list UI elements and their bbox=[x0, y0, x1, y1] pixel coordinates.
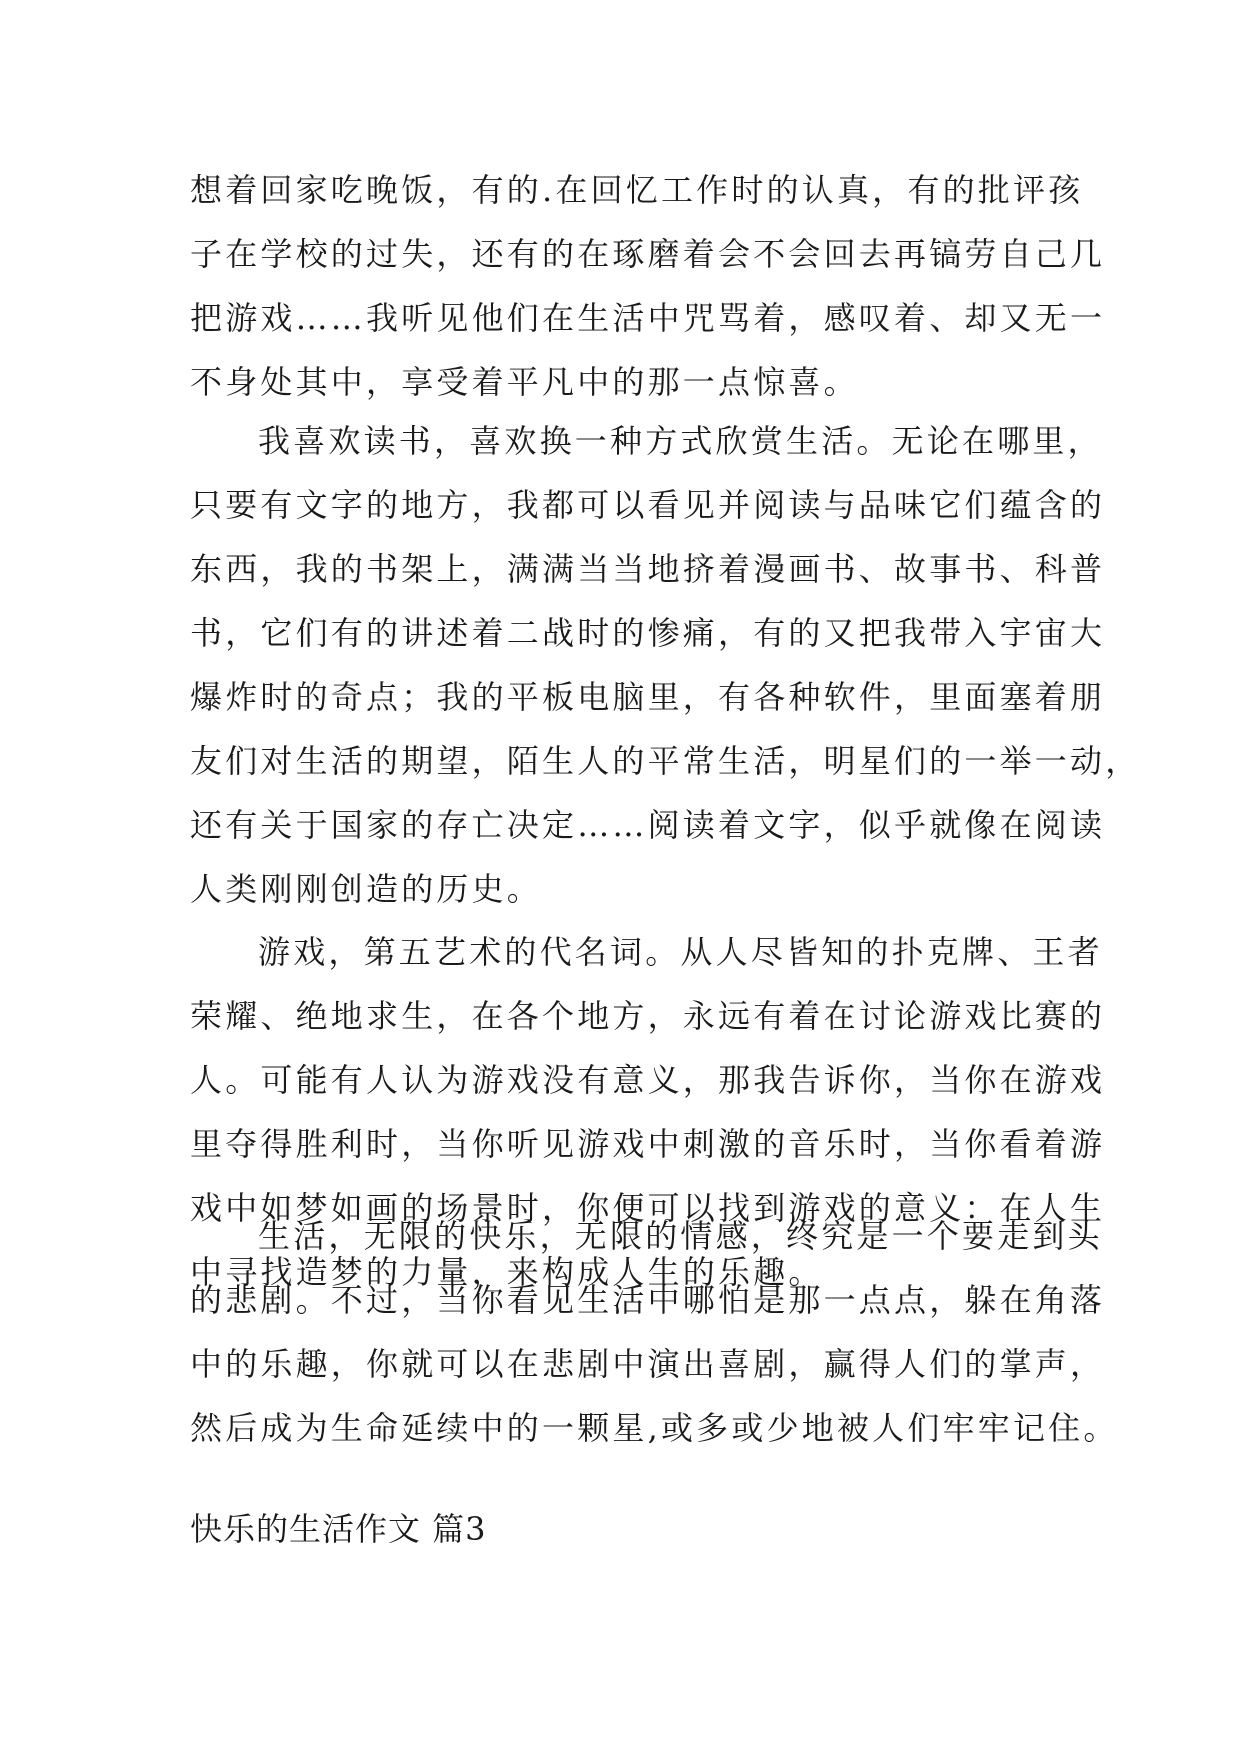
paragraph-line: 书，它们有的讲述着二战时的惨痛，有的又把我带入宇宙大 bbox=[190, 614, 1106, 652]
paragraph-line: 东西，我的书架上，满满当当地挤着漫画书、故事书、科普 bbox=[190, 550, 1106, 588]
paragraph-2 bbox=[190, 409, 1141, 921]
paragraph-line: 只要有文字的地方，我都可以看见并阅读与品味它们蕴含的 bbox=[190, 486, 1106, 524]
paragraph-line: 把游戏……我听见他们在生活中咒骂着，感叹着、却又无一 bbox=[190, 299, 1106, 337]
paragraph-line: 中的乐趣，你就可以在悲剧中演出喜剧，赢得人们的掌声， bbox=[190, 1345, 1106, 1383]
paragraph-line: 爆炸时的奇点；我的平板电脑里，有各种软件，里面塞着朋 bbox=[190, 678, 1106, 716]
paragraph-line: 友们对生活的期望，陌生人的平常生活，明星们的一举一动， bbox=[190, 742, 1141, 780]
paragraph-line: 荣耀、绝地求生，在各个地方，永远有着在讨论游戏比赛的 bbox=[190, 997, 1106, 1035]
paragraph-line: 子在学校的过失，还有的在琢磨着会不会回去再镐劳自己几 bbox=[190, 235, 1106, 273]
paragraph-line: 戏中如梦如画的场景时，你便可以找到游戏的意义：在人生 bbox=[190, 1189, 1106, 1227]
section-heading: 快乐的生活作文 篇3 bbox=[190, 1510, 487, 1548]
paragraph-line: 游戏，第五艺术的代名词。从人尽皆知的扑克牌、王者 bbox=[258, 933, 1103, 971]
paragraph-line: 我喜欢读书，喜欢换一种方式欣赏生活。无论在哪里， bbox=[258, 422, 1103, 460]
paragraph-line: 然后成为生命延续中的一颗星,或多或少地被人们牢牢记住。 bbox=[190, 1409, 1119, 1447]
paragraph-line: 人。可能有人认为游戏没有意义，那我告诉你，当你在游戏 bbox=[190, 1061, 1106, 1099]
paragraph-line: 不身处其中，享受着平凡中的那一点惊喜。 bbox=[190, 363, 859, 401]
paragraph-line: 中寻找造梦的力量，来构成人生的乐趣。 bbox=[190, 1253, 824, 1291]
paragraph-line: 生活，无限的快乐，无限的情感，终究是一个要走到头 bbox=[258, 1217, 1103, 1255]
paragraph-line: 还有关于国家的存亡决定……阅读着文字，似乎就像在阅读 bbox=[190, 806, 1106, 844]
paragraph-line: 里夺得胜利时，当你听见游戏中刺激的音乐时，当你看着游 bbox=[190, 1125, 1106, 1163]
paragraph-line: 人类刚刚创造的历史。 bbox=[190, 870, 543, 908]
paragraph-line: 想着回家吃晚饭，有的.在回忆工作时的认真，有的批评孩 bbox=[190, 171, 1084, 209]
paragraph-line: 的悲剧。不过，当你看见生活中哪怕是那一点点，躲在角落 bbox=[190, 1281, 1106, 1319]
paragraph-1 bbox=[190, 158, 1106, 414]
paragraph-4 bbox=[190, 1204, 1119, 1460]
